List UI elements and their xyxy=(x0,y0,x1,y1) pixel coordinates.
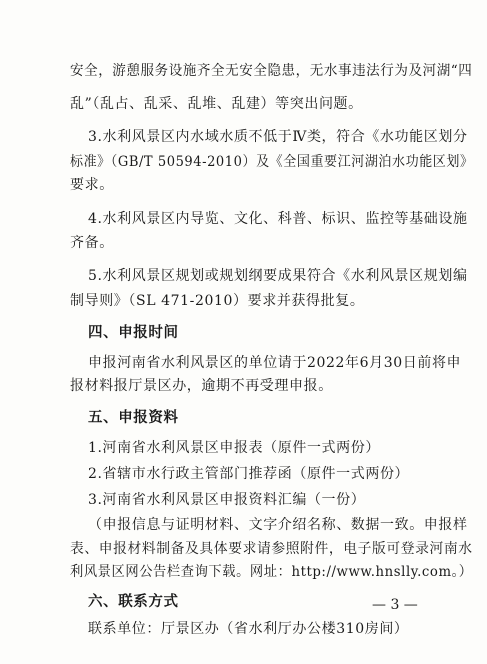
list-item-recommendation: 2.省辖市水行政主管部门推荐函（原件一式两份） xyxy=(88,466,410,482)
body-text-line: 利风景区网公告栏查询下载。网址：http://www.hnslly.com。） xyxy=(70,564,473,580)
section-heading-time: 四、申报时间 xyxy=(88,325,179,341)
body-text-line: 安全，游憩服务设施齐全无安全隐患，无水事违法行为及河湖“四 xyxy=(70,63,473,79)
page-number: — 3 — xyxy=(372,597,418,613)
body-text-line: 申报河南省水利风景区的单位请于2022年6月30日前将申 xyxy=(88,355,462,371)
body-text-line: 联系单位：厅景区办（省水利厅办公楼310房间） xyxy=(88,621,409,637)
body-text-line: 报材料报厅景区办，逾期不再受理申报。 xyxy=(70,378,333,394)
body-text-line: 表、申报材料制备及具体要求请参照附件，电子版可登录河南水 xyxy=(70,541,473,557)
body-text-line: 制导则》（SL 471-2010）要求并获得批复。 xyxy=(70,293,365,309)
body-text-line: 乱”（乱占、乱采、乱堆、乱建）等突出问题。 xyxy=(70,96,363,112)
body-text-line: 标准》（GB/T 50594-2010）及《全国重要江河湖泊水功能区划》 xyxy=(70,154,474,170)
list-item-compilation: 3.河南省水利风景区申报资料汇编（一份） xyxy=(88,492,366,508)
section-heading-contact: 六、联系方式 xyxy=(88,594,179,610)
body-text-line: 要求。 xyxy=(70,177,114,193)
body-text-line: （申报信息与证明材料、文字介绍名称、数据一致。申报样 xyxy=(88,517,468,533)
list-item-quality: 3.水利风景区内水域水质不低于Ⅳ类，符合《水功能区划分 xyxy=(88,129,468,145)
list-item-planning: 5.水利风景区规划或规划纲要成果符合《水利风景区规划编 xyxy=(88,268,468,284)
section-heading-materials: 五、申报资料 xyxy=(88,410,179,426)
list-item-facilities: 4.水利风景区内导览、文化、科普、标识、监控等基础设施 xyxy=(88,211,468,227)
body-text-line: 齐备。 xyxy=(70,235,114,251)
list-item-application-form: 1.河南省水利风景区申报表（原件一式两份） xyxy=(88,440,380,456)
